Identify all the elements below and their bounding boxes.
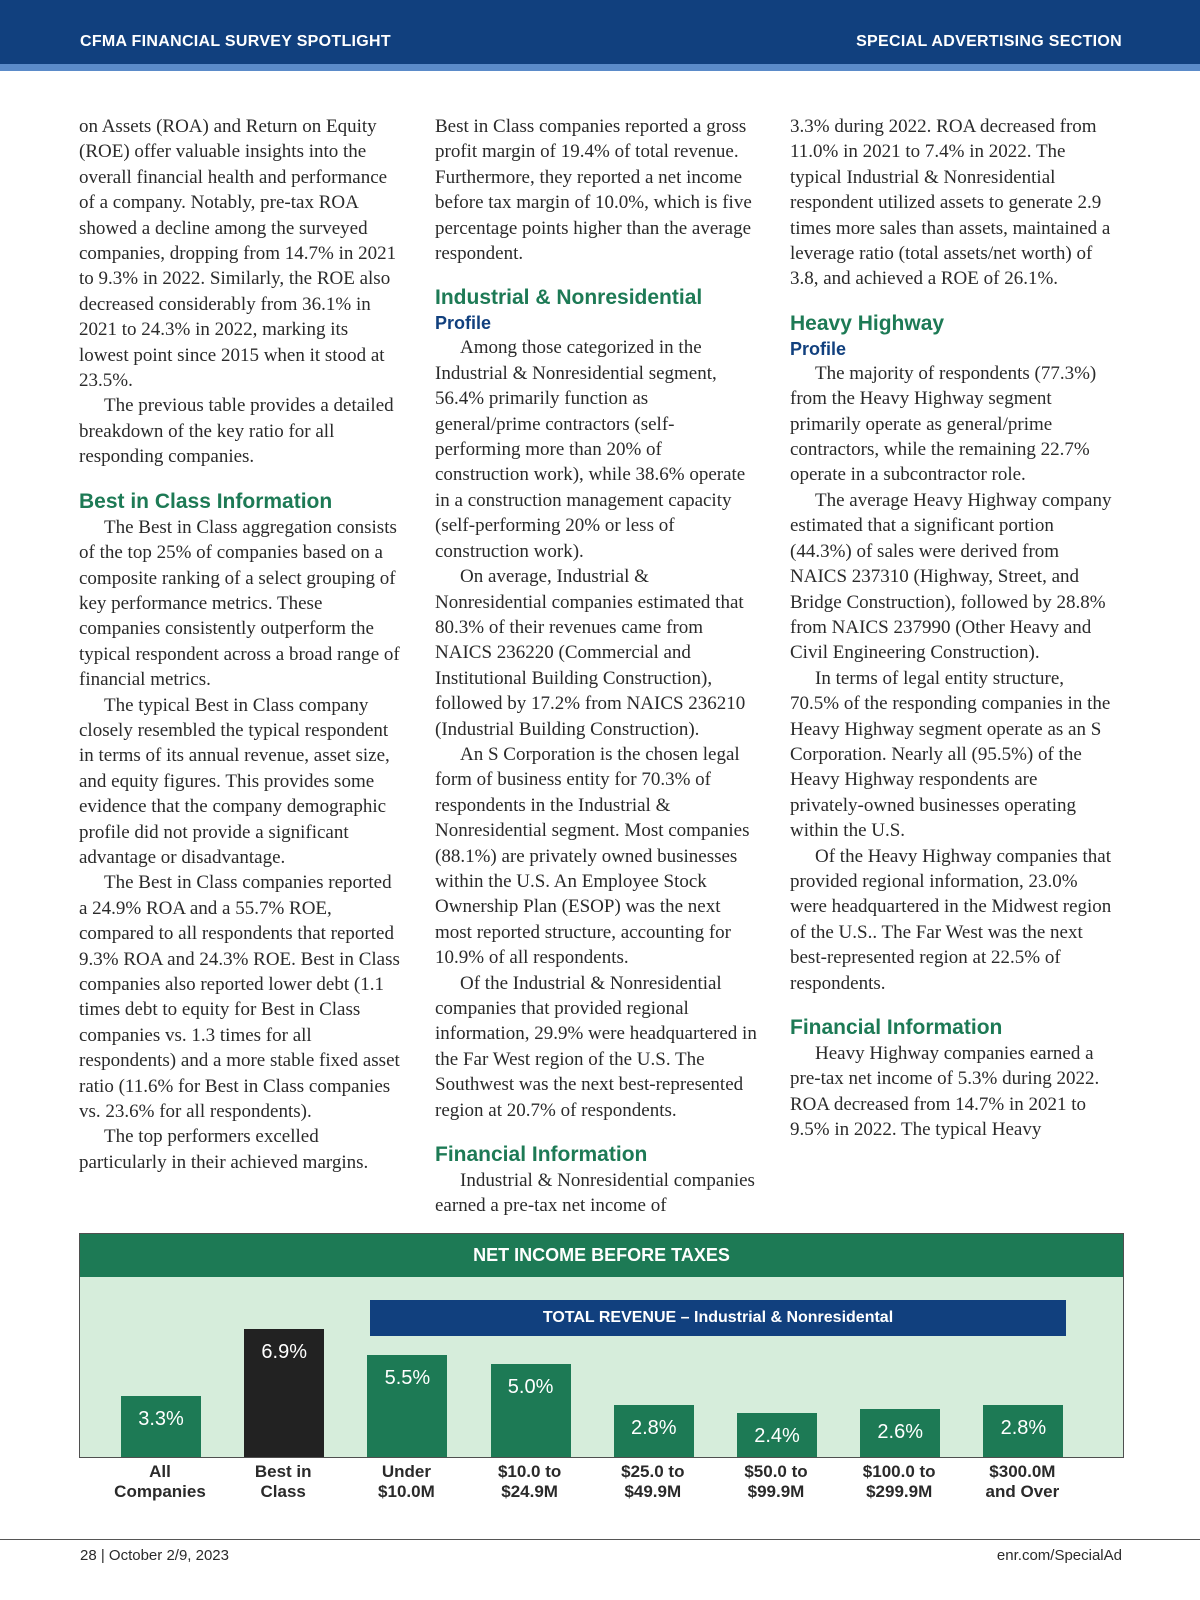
category-label-line: and Over xyxy=(985,1482,1060,1501)
paragraph: An S Corporation is the chosen legal form of business entity for 70.3% of respondents in the Industrial & Nonresidential segment. Most companies (88.1%) are privately owned businesses within the U.S. An Employee Stock Ownership Plan (ESOP) was the next most reported structure, accounting for 10.9% of all respondents. xyxy=(435,743,750,969)
bar-value-label: 6.9% xyxy=(261,1341,307,1363)
header-bar xyxy=(0,0,1200,64)
bar-7 xyxy=(983,1405,1063,1457)
category-label xyxy=(967,1462,1077,1502)
paragraph: The average Heavy Highway company estimated that a significant portion (44.3%) of sales were derived from NAICS 237310 (Highway, Street, and Bridge Construction), followed by 28.8% from NAICS 237990 (Other Heavy and Civil Engineering Construction). xyxy=(790,489,1112,664)
category-label-line: $10.0M xyxy=(378,1482,435,1501)
bar-value-label: 2.8% xyxy=(1000,1417,1047,1439)
category-label xyxy=(844,1462,954,1502)
bar-value-label: 3.3% xyxy=(138,1408,184,1430)
bar-value-label: 5.0% xyxy=(507,1376,554,1398)
heading-heavy-highway: Heavy Highway xyxy=(790,311,945,335)
heading-financial-information: Financial Information xyxy=(435,1143,648,1167)
category-label xyxy=(228,1462,338,1502)
column-2 xyxy=(435,114,757,1219)
category-label-line: Best in xyxy=(254,1462,312,1481)
bar-value-label: 5.5% xyxy=(384,1367,431,1389)
category-label-line: All xyxy=(149,1462,171,1481)
bar-0 xyxy=(121,1396,201,1457)
column-3 xyxy=(790,114,1112,1143)
category-label-line: $50.0 to xyxy=(744,1462,808,1481)
footer-divider xyxy=(0,1539,1200,1540)
category-label-line: $99.9M xyxy=(747,1482,805,1501)
category-label-line: Class xyxy=(260,1482,306,1501)
paragraph: The top performers excelled particularly in their achieved margins. xyxy=(79,1126,369,1173)
bar-1 xyxy=(244,1329,324,1457)
paragraph: 3.3% during 2022. ROA decreased from 11.0% in 2021 to 7.4% in 2022. The typical Industrial & Nonresidential respondent utilized assets to generate 2.9 times more sales than assets, maintained a leverage ratio (total assets/net worth) of 3.8, and achieved a ROE of 26.1%. xyxy=(790,116,1111,290)
section-title: CFMA FINANCIAL SURVEY SPOTLIGHT xyxy=(80,33,391,50)
bar-6 xyxy=(860,1409,940,1457)
category-label-line: $100.0 to xyxy=(862,1462,936,1481)
paragraph: Best in Class companies reported a gross profit margin of 19.4% of total revenue. Furthermore, they reported a net income before tax margin of 10.0%, which is five percentage points higher than the average respondent. xyxy=(435,116,752,265)
category-label xyxy=(105,1462,215,1502)
chart-title: NET INCOME BEFORE TAXES xyxy=(80,1234,1123,1277)
paragraph: on Assets (ROA) and Return on Equity (ROE) offer valuable insights into the overall financial health and performance of a company. Notably, pre-tax ROA showed a decline among the surveyed companies, dropping from 14.7% in 2021 to 9.3% in 2022. Similarly, the ROE also decreased considerably from 36.1% in 2021 to 24.3% in 2022, marking its lowest point since 2015 when it stood at 23.5%. xyxy=(79,116,397,392)
category-label xyxy=(598,1462,708,1502)
paragraph: Heavy Highway companies earned a pre-tax net income of 5.3% during 2022. ROA decreased from 14.7% in 2021 to 9.5% in 2022. The typical Heavy xyxy=(790,1043,1100,1141)
paragraph: Of the Industrial & Nonresidential companies that provided regional information, 29.9% were headquartered in the Far West region of the U.S. The Southwest was the next best-represented region at 20.7% of respondents. xyxy=(435,972,757,1121)
subheading-profile: Profile xyxy=(790,338,847,359)
bar-4 xyxy=(614,1405,694,1457)
heading-industrial: Industrial & Nonresidential xyxy=(435,286,703,310)
category-label-line: $24.9M xyxy=(501,1482,558,1501)
paragraph: On average, Industrial & Nonresidential companies estimated that 80.3% of their revenues came from NAICS 236220 (Commercial and Institutional Building Construction), followed by 17.2% from NAICS 236210 (Industrial Building Construction). xyxy=(435,566,746,740)
page-number-date: 28 | October 2/9, 2023 xyxy=(80,1547,229,1564)
section-label: SPECIAL ADVERTISING SECTION xyxy=(856,33,1122,50)
paragraph: Among those categorized in the Industrial & Nonresidential segment, 56.4% primarily function as general/prime contractors (self-performing more than 20% of construction work), while 38.6% operate in a construction management capacity (self-performing 20% or less of construction work). xyxy=(435,337,746,562)
bar-5 xyxy=(737,1413,817,1457)
paragraph: Of the Heavy Highway companies that provided regional information, 23.0% were headquartered in the Midwest region of the U.S.. The Far West was the next best-represented region at 22.5% of respondents. xyxy=(790,845,1112,994)
paragraph: The previous table provides a detailed breakdown of the key ratio for all responding companies. xyxy=(79,395,394,468)
bar-3 xyxy=(491,1364,571,1457)
bar-value-label: 2.6% xyxy=(877,1421,923,1443)
paragraph: The Best in Class aggregation consists of the top 25% of companies based on a composite ranking of a select grouping of key performance metrics. These companies consistently outperform the typical respondent across a broad range of financial metrics. xyxy=(79,516,400,691)
footer-url: enr.com/SpecialAd xyxy=(996,1547,1122,1564)
subheading-profile: Profile xyxy=(435,313,492,334)
paragraph: The Best in Class companies reported a 24.9% ROA and a 55.7% ROE, compared to all respondents that reported 9.3% ROA and 24.3% ROE. Best in Class companies also reported lower debt (1.1 times debt to equity for Best in Class companies vs. 1.3 times for all respondents) and a more stable fixed asset ratio (11.6% for Best in Class companies vs. 23.6% for all respondents). xyxy=(79,872,400,1123)
net-income-chart xyxy=(79,1233,1124,1458)
category-label xyxy=(351,1462,461,1502)
bar-value-label: 2.4% xyxy=(754,1425,800,1447)
category-label-line: $10.0 to xyxy=(497,1462,562,1481)
category-label-line: $299.9M xyxy=(866,1482,933,1501)
category-label xyxy=(721,1462,831,1502)
category-label-line: Under xyxy=(381,1462,431,1481)
paragraph: In terms of legal entity structure, 70.5% of the responding companies in the Heavy Highway segment operate as an S Corporation. Nearly all (95.5%) of the Heavy Highway respondents are privately-owned businesses operating within the U.S. xyxy=(790,667,1111,842)
paragraph: The majority of respondents (77.3%) from the Heavy Highway segment primarily operate as general/prime contractors, while the remaining 22.7% operate in a subcontractor role. xyxy=(790,362,1097,486)
category-label-line: $25.0 to xyxy=(621,1462,685,1481)
paragraph: Industrial & Nonresidential companies earned a pre-tax net income of xyxy=(435,1170,755,1217)
category-label-line: Companies xyxy=(114,1482,206,1501)
chart-subtitle-banner: TOTAL REVENUE – Industrial & Nonresidental xyxy=(370,1300,1066,1336)
heading-best-in-class: Best in Class Information xyxy=(79,489,333,513)
category-label-line: $49.9M xyxy=(624,1482,682,1501)
column-1 xyxy=(79,114,401,1175)
bar-value-label: 2.8% xyxy=(631,1417,677,1439)
category-label xyxy=(475,1462,585,1502)
heading-financial-information: Financial Information xyxy=(790,1016,1003,1039)
paragraph: The typical Best in Class company closely resembled the typical respondent in terms of its annual revenue, asset size, and equity figures. This provides some evidence that the company demographic profile did not provide a significant advantage or disadvantage. xyxy=(79,694,390,868)
category-label-line: $300.0M xyxy=(989,1462,1056,1481)
bar-2 xyxy=(367,1355,447,1457)
header-accent-line xyxy=(0,64,1200,71)
